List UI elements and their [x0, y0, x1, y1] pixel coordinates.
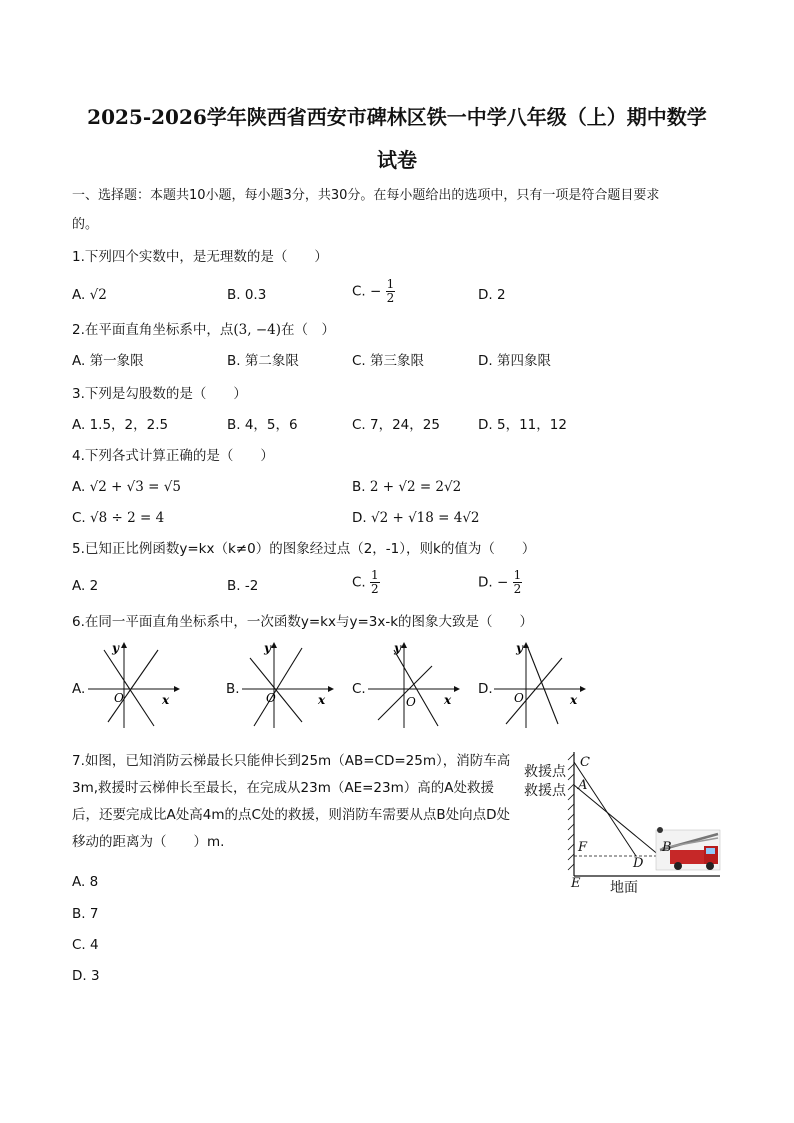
q6-b-origin-label: O — [266, 691, 276, 705]
q5-d-label: D. — [478, 574, 493, 591]
q6-graph-a — [86, 638, 186, 730]
q5-d-fraction — [513, 569, 523, 596]
q1-option-d: D. 2 — [478, 287, 506, 303]
q6-graph-c — [366, 638, 466, 730]
page-title-line1: 2025-2026学年陕西省西安市碑林区铁一中学八年级（上）期中数学 — [87, 105, 707, 129]
q3-option-a: A. 1.5，2，2.5 — [72, 417, 169, 433]
q3-stem: 3.下列是勾股数的是（ ） — [72, 386, 247, 402]
q4-c-expr: √8 ÷ 2 = 4 — [90, 510, 165, 526]
q7-rescue-point-c-label: 救援点 — [524, 764, 566, 780]
q6-graph-b — [240, 638, 340, 730]
q5-c-fraction — [370, 569, 380, 596]
q6-b-y-label: y — [264, 641, 271, 655]
q1-a-value: √2 — [89, 287, 107, 303]
q6-a-origin-label: O — [114, 691, 124, 705]
q2-option-c: C. 第三象限 — [352, 353, 425, 369]
q2-option-a: A. 第一象限 — [72, 353, 144, 369]
q5-d-sign: − — [496, 574, 509, 591]
q2-stem — [72, 321, 335, 339]
q7-point-e: E — [571, 876, 581, 891]
q2-stem-point: (3, −4) — [233, 322, 281, 338]
q7-ground-label: 地面 — [610, 880, 638, 896]
q4-b-expr: 2 + √2 = 2√2 — [369, 479, 462, 495]
q2-stem-pre: 2.在平面直角坐标系中，点 — [72, 322, 234, 338]
q5-c-denominator: 2 — [371, 582, 379, 596]
q1-option-c — [352, 278, 395, 305]
q5-d-denominator: 2 — [513, 582, 522, 596]
q5-d-numerator: 1 — [513, 568, 522, 582]
q6-d-x-label: x — [570, 693, 578, 707]
q1-c-label: C. — [352, 283, 366, 300]
q7-rescue-point-a-label: 救援点 — [524, 783, 566, 799]
q6-b-x-label: x — [318, 693, 326, 707]
q1-c-numerator: 1 — [386, 277, 395, 291]
q7-point-d: D — [633, 856, 644, 871]
q6-c-y-label: y — [394, 641, 401, 655]
q4-d-expr: √2 + √18 = 4√2 — [370, 510, 480, 526]
q1-c-fraction — [386, 278, 396, 305]
q6-c-x-label: x — [444, 693, 452, 707]
q6-a-x-label: x — [162, 693, 170, 707]
q6-graph-d — [492, 638, 592, 730]
q4-stem: 4.下列各式计算正确的是（ ） — [72, 448, 274, 464]
q6-d-origin-label: O — [514, 691, 524, 705]
q4-d-label: D. — [352, 510, 367, 526]
q7-option-a: A. 8 — [72, 874, 99, 890]
q6-option-c-label: C. — [352, 681, 366, 697]
q1-c-sign: − — [370, 283, 382, 300]
q1-a-label: A. — [72, 287, 86, 303]
q7-point-b: B — [662, 840, 672, 855]
q6-option-a-label: A. — [72, 681, 86, 697]
q4-option-d — [352, 509, 480, 527]
q7-option-b: B. 7 — [72, 906, 99, 922]
q6-a-y-label: y — [112, 641, 119, 655]
q7-option-d: D. 3 — [72, 968, 100, 984]
q7-figure — [520, 752, 730, 906]
q4-c-label: C. — [72, 510, 86, 526]
q6-d-y-label: y — [516, 641, 523, 655]
q5-c-label: C. — [352, 574, 366, 591]
q3-option-b: B. 4，5，6 — [227, 417, 298, 433]
q1-option-b: B. 0.3 — [227, 287, 267, 303]
q5-option-c — [352, 569, 380, 596]
q4-a-expr: √2 + √3 = √5 — [89, 479, 181, 495]
q5-option-a: A. 2 — [72, 578, 99, 594]
q4-option-c — [72, 509, 164, 527]
q3-option-d: D. 5，11，12 — [478, 417, 567, 433]
q2-option-d: D. 第四象限 — [478, 353, 551, 369]
q1-c-denominator: 2 — [386, 291, 395, 305]
q7-option-c: C. 4 — [72, 937, 99, 953]
q1-option-a — [72, 286, 107, 304]
page-title-line2: 试卷 — [377, 148, 417, 172]
section-heading-line2: 的。 — [72, 217, 99, 232]
q6-option-b-label: B. — [226, 681, 240, 697]
q6-stem: 6.在同一平面直角坐标系中，一次函数y=kx与y=3x-k的图象大致是（ ） — [72, 614, 534, 630]
section-heading-line1: 一、选择题：本题共10小题，每小题3分，共30分。在每小题给出的选项中，只有一项是符合题目要求 — [72, 188, 660, 203]
q7-point-a: A — [578, 778, 588, 793]
q4-option-a — [72, 478, 181, 496]
q5-option-d — [478, 569, 522, 596]
q4-option-b — [352, 478, 461, 496]
q5-stem: 5.已知正比例函数y=kx（k≠0）的图象经过点（2，-1），则k的值为（ ） — [72, 541, 536, 557]
q6-c-origin-label: O — [406, 695, 416, 709]
q3-option-c: C. 7，24，25 — [352, 417, 440, 433]
q7-point-f: F — [578, 840, 588, 855]
q5-option-b: B. -2 — [227, 578, 259, 594]
q4-a-label: A. — [72, 479, 86, 495]
q2-stem-post: 在（ ） — [281, 322, 335, 338]
q6-option-d-label: D. — [478, 681, 493, 697]
q5-c-numerator: 1 — [371, 568, 379, 582]
q2-option-b: B. 第二象限 — [227, 353, 299, 369]
q7-point-c: C — [580, 755, 590, 770]
q4-b-label: B. — [352, 479, 366, 495]
q7-stem: 7.如图，已知消防云梯最长只能伸长到25m（AB=CD=25m），消防车高3m,救援时云梯伸长至最长，在完成从23m（AE=23m）高的A处救援后，还要完成比A处高4m的点C处的救援，则消防车需要从点B处向点D处移动的距离为（ ）m. — [72, 753, 511, 850]
q1-stem: 1.下列四个实数中，是无理数的是（ ） — [72, 249, 328, 265]
